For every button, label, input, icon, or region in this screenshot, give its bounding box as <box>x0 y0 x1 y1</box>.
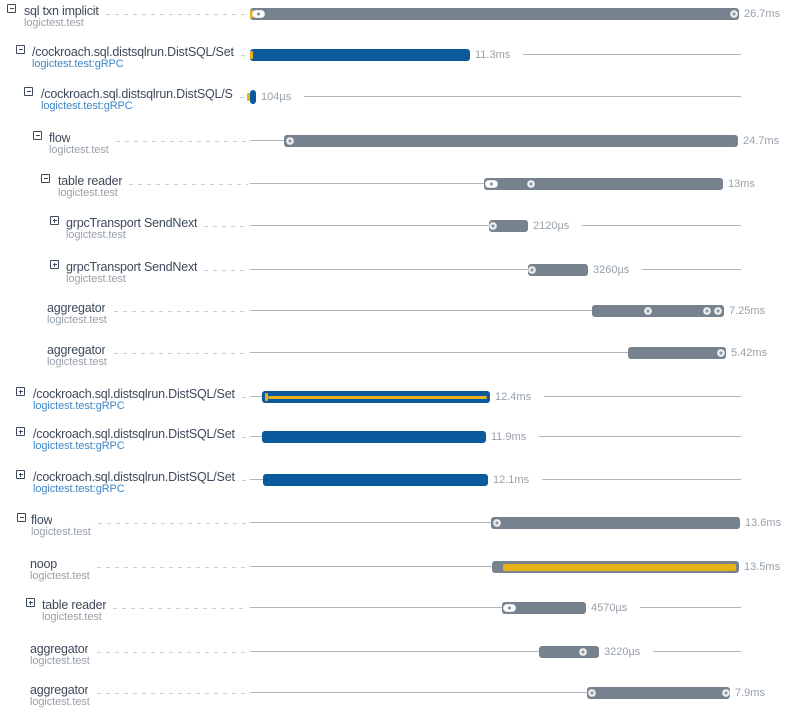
timeline-line-before <box>250 225 489 226</box>
span-row <box>0 546 786 588</box>
span-title: table reader <box>42 599 107 612</box>
span-subtitle: logictest.test:gRPC <box>33 400 125 412</box>
span-duration: 26.7ms <box>744 8 781 20</box>
span-duration: 13.6ms <box>745 517 782 529</box>
timeline-line-before <box>250 140 284 141</box>
span-row <box>0 205 786 247</box>
event-marker-circle <box>714 307 722 315</box>
span-title: /cockroach.sql.distsqlrun.DistSQL/S <box>41 88 233 101</box>
span-subtitle: logictest.test <box>42 611 102 623</box>
span-title: grpcTransport SendNext <box>66 217 198 230</box>
timeline-line-after <box>544 396 741 397</box>
event-marker-circle <box>717 349 725 357</box>
timeline-line-after <box>640 607 741 608</box>
span-row <box>0 120 786 162</box>
connector-dashed-line <box>97 693 248 694</box>
span-row <box>0 459 786 501</box>
span-title: /cockroach.sql.distsqlrun.DistSQL/Set <box>33 471 235 484</box>
collapse-icon[interactable] <box>33 131 42 140</box>
timeline-line-after <box>539 436 741 437</box>
span-bar[interactable] <box>263 474 488 486</box>
span-duration: 24.7ms <box>743 135 780 147</box>
span-subtitle: logictest.test:gRPC <box>32 58 124 70</box>
event-marker-circle <box>703 307 711 315</box>
span-bar[interactable] <box>484 178 723 190</box>
connector-dashed-line <box>241 55 248 56</box>
event-marker-circle <box>528 266 536 274</box>
span-duration: 7.25ms <box>729 305 766 317</box>
yellow-tick-marker <box>247 93 250 101</box>
span-duration: 3220µs <box>604 646 641 658</box>
expand-icon[interactable] <box>16 427 25 436</box>
collapse-icon[interactable] <box>41 174 50 183</box>
span-duration: 13.5ms <box>744 561 781 573</box>
timeline-line-before <box>250 352 628 353</box>
span-bar[interactable] <box>528 264 588 276</box>
event-marker-circle <box>527 180 535 188</box>
span-bar[interactable] <box>262 391 490 403</box>
span-subtitle: logictest.test <box>30 570 90 582</box>
timeline-line-before <box>250 692 587 693</box>
span-row <box>0 0 786 35</box>
connector-dashed-line <box>204 270 248 271</box>
span-bar[interactable] <box>492 561 739 573</box>
connector-dashed-line <box>242 437 248 438</box>
span-bar[interactable] <box>250 90 256 104</box>
connector-dashed-line <box>106 14 248 15</box>
yellow-stripe <box>268 396 487 399</box>
span-title: flow <box>31 514 53 527</box>
timeline-line-before <box>250 310 592 311</box>
event-marker-pill <box>485 180 498 188</box>
span-subtitle: logictest.test:gRPC <box>33 440 125 452</box>
span-row <box>0 249 786 291</box>
expand-icon[interactable] <box>26 598 35 607</box>
timeline-line-after <box>642 269 741 270</box>
span-duration: 2120µs <box>533 220 570 232</box>
span-row <box>0 416 786 458</box>
expand-icon[interactable] <box>16 387 25 396</box>
span-duration: 12.4ms <box>495 391 532 403</box>
yellow-tick-marker <box>265 393 268 401</box>
timeline-line-before <box>250 566 492 567</box>
timeline-line-before <box>250 183 484 184</box>
span-row <box>0 163 786 205</box>
connector-dashed-line <box>97 652 248 653</box>
event-marker-circle <box>579 648 587 656</box>
span-subtitle: logictest.test:gRPC <box>41 100 133 112</box>
event-marker-circle <box>730 10 738 18</box>
span-row <box>0 587 786 629</box>
span-bar[interactable] <box>539 646 599 658</box>
connector-dashed-line <box>113 608 248 609</box>
event-marker-circle <box>493 519 501 527</box>
span-subtitle: logictest.test <box>47 356 107 368</box>
timeline-line-after <box>582 225 741 226</box>
span-subtitle: logictest.test <box>66 273 126 285</box>
span-duration: 104µs <box>261 91 292 103</box>
timeline-line-after <box>542 479 741 480</box>
connector-dashed-line <box>98 523 248 524</box>
collapse-icon[interactable] <box>17 513 26 522</box>
timeline-line-before <box>250 479 263 480</box>
span-duration: 3260µs <box>593 264 630 276</box>
span-row <box>0 76 786 118</box>
span-subtitle: logictest.test <box>58 187 118 199</box>
span-duration: 5.42ms <box>731 347 768 359</box>
timeline-line-before <box>250 607 502 608</box>
span-duration: 4570µs <box>591 602 628 614</box>
span-row <box>0 376 786 418</box>
connector-dashed-line <box>114 353 248 354</box>
span-subtitle: logictest.test <box>30 655 90 667</box>
span-subtitle: logictest.test:gRPC <box>33 483 125 495</box>
span-title: noop <box>30 558 58 571</box>
span-row <box>0 502 786 544</box>
span-bar[interactable] <box>262 431 486 443</box>
timeline-line-before <box>250 396 262 397</box>
span-subtitle: logictest.test <box>30 696 90 708</box>
span-row <box>0 290 786 332</box>
timeline-line-before <box>250 522 491 523</box>
span-duration: 11.9ms <box>491 431 527 443</box>
span-subtitle: logictest.test <box>47 314 107 326</box>
connector-dashed-line <box>97 567 248 568</box>
connector-dashed-line <box>242 397 248 398</box>
span-bar[interactable] <box>250 49 470 61</box>
event-marker-circle <box>722 689 730 697</box>
expand-icon[interactable] <box>50 216 59 225</box>
span-title: aggregator <box>30 643 89 656</box>
span-subtitle: logictest.test <box>31 526 91 538</box>
span-title: flow <box>49 132 71 145</box>
span-row <box>0 34 786 76</box>
span-bar[interactable] <box>587 687 730 699</box>
timeline-line-after <box>653 651 741 652</box>
span-title: aggregator <box>47 302 106 315</box>
span-duration: 13ms <box>728 178 755 190</box>
span-title: /cockroach.sql.distsqlrun.DistSQL/Set <box>33 388 235 401</box>
event-marker-circle <box>644 307 652 315</box>
span-row <box>0 631 786 673</box>
collapse-icon[interactable] <box>7 4 16 13</box>
connector-dashed-line <box>242 480 248 481</box>
event-marker-pill <box>252 10 265 18</box>
yellow-stripe <box>503 564 736 571</box>
span-title: sql txn implicit <box>24 5 99 18</box>
connector-dashed-line <box>116 141 248 142</box>
span-title: grpcTransport SendNext <box>66 261 198 274</box>
timeline-line-before <box>250 651 539 652</box>
collapse-icon[interactable] <box>16 45 25 54</box>
connector-dashed-line <box>204 226 248 227</box>
span-duration: 12.1ms <box>493 474 530 486</box>
span-row <box>0 332 786 374</box>
timeline-line-before <box>250 436 262 437</box>
connector-dashed-line <box>114 311 248 312</box>
span-title: table reader <box>58 175 123 188</box>
span-subtitle: logictest.test <box>66 229 126 241</box>
span-title: aggregator <box>30 684 89 697</box>
span-title: /cockroach.sql.distsqlrun.DistSQL/Set <box>32 46 234 59</box>
event-marker-circle <box>286 137 294 145</box>
span-subtitle: logictest.test <box>49 144 109 156</box>
span-bar[interactable] <box>250 8 739 20</box>
timeline-line-after <box>304 96 741 97</box>
span-bar[interactable] <box>628 347 726 359</box>
expand-icon[interactable] <box>50 260 59 269</box>
span-duration: 11.3ms <box>475 49 511 61</box>
timeline-line-after <box>523 54 741 55</box>
span-duration: 7.9ms <box>735 687 765 699</box>
timeline-line-before <box>250 269 528 270</box>
span-row <box>0 672 786 714</box>
collapse-icon[interactable] <box>24 87 33 96</box>
connector-dashed-line <box>129 184 248 185</box>
span-title: aggregator <box>47 344 106 357</box>
span-bar[interactable] <box>491 517 740 529</box>
event-marker-pill <box>503 604 516 612</box>
span-title: /cockroach.sql.distsqlrun.DistSQL/Set <box>33 428 235 441</box>
yellow-tick-marker <box>250 51 253 59</box>
span-bar[interactable] <box>284 135 738 147</box>
event-marker-circle <box>489 222 497 230</box>
span-subtitle: logictest.test <box>24 17 84 29</box>
event-marker-circle <box>588 689 596 697</box>
expand-icon[interactable] <box>16 470 25 479</box>
